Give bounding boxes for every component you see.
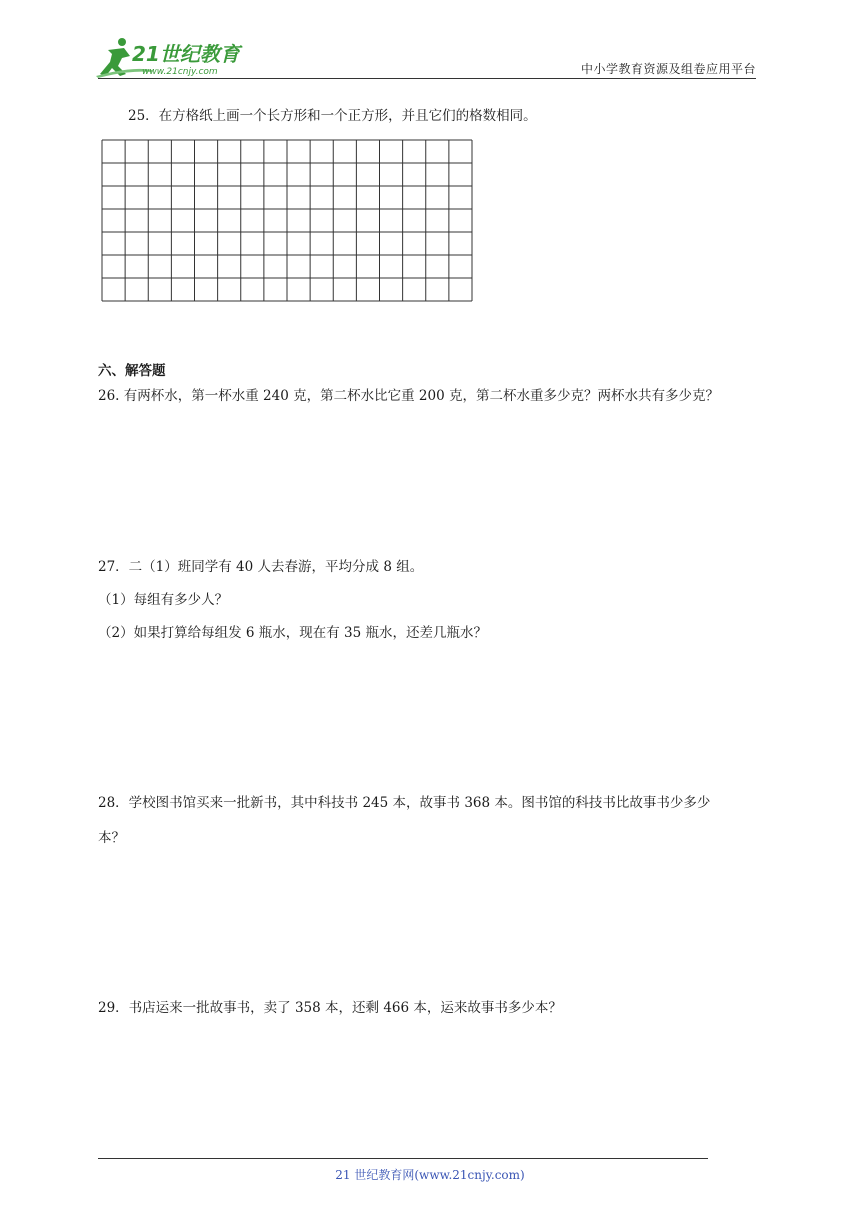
footer-text: 21 世纪教育网(www.21cnjy.com) [335,1168,525,1182]
question-27-text: 27．二（1）班同学有 40 人去春游，平均分成 8 组。 [98,559,424,575]
question-26-text: 26. 有两杯水，第一杯水重 240 克，第二杯水比它重 200 克，第二杯水重多少克？两杯水共有多少克？ [98,388,719,404]
logo-text: 21世纪教育 [132,42,240,66]
header-divider [98,78,756,79]
site-logo [92,36,262,80]
question-29-text: 29．书店运来一批故事书，卖了 358 本，还剩 466 本，运来故事书多少本？ [98,1000,562,1016]
question-28-line2: 本？ [98,830,125,846]
question-27-sub1: （1）每组有多少人？ [98,592,229,608]
square-grid [101,139,473,302]
section-title: 六、解答题 [98,363,166,379]
question-25-text: 25．在方格纸上画一个长方形和一个正方形，并且它们的格数相同。 [128,108,537,124]
question-28-line1: 28．学校图书馆买来一批新书，其中科技书 245 本，故事书 368 本。图书馆的科技书比故事书少多少 [98,795,711,811]
header-slogan: 中小学教育资源及组卷应用平台 [580,62,756,76]
question-27-sub2: （2）如果打算给每组发 6 瓶水，现在有 35 瓶水，还差几瓶水？ [98,625,488,641]
logo-url: www.21cnjy.com [142,67,218,77]
footer-divider [98,1158,708,1159]
